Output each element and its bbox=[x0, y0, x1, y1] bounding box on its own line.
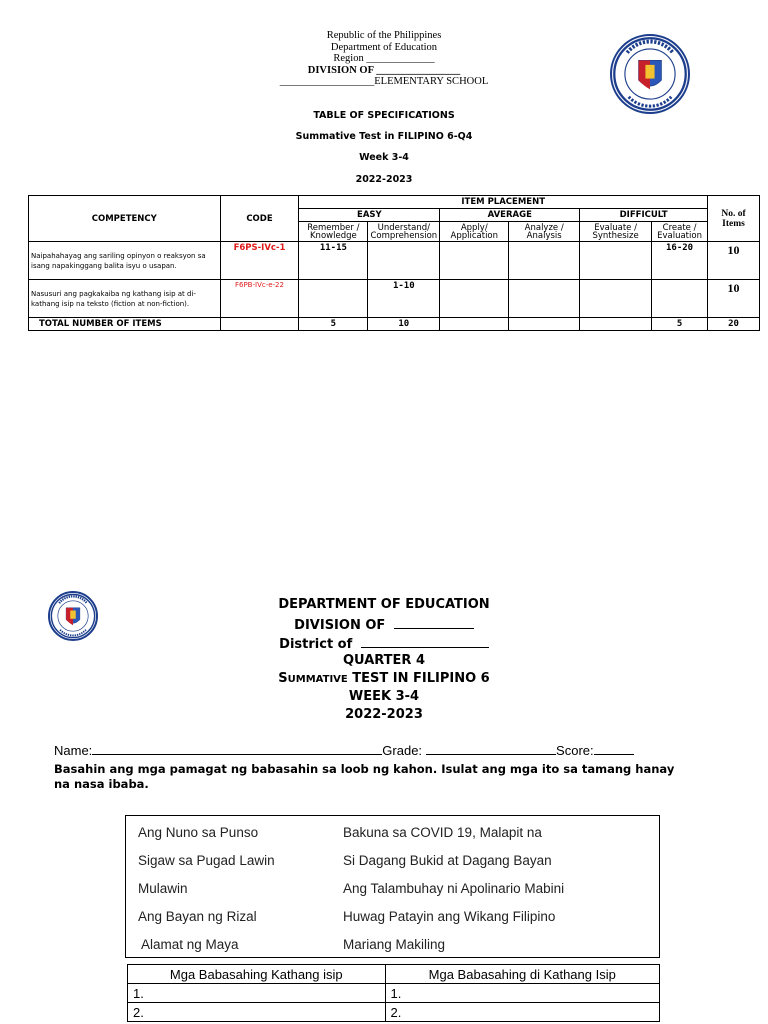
title-initial: S bbox=[278, 671, 288, 686]
test-header-title bbox=[0, 671, 768, 686]
cell-understand: 1-10 bbox=[368, 280, 440, 318]
name-label: Name: bbox=[54, 743, 93, 758]
student-info-row bbox=[54, 742, 694, 758]
title-item: Si Dagang Bukid at Dagang Bayan bbox=[343, 853, 552, 868]
grade-field[interactable] bbox=[426, 742, 556, 755]
total-row bbox=[29, 318, 760, 331]
col-understand: Understand/ Comprehension bbox=[368, 222, 440, 242]
header-division: DIVISION OF ________________ bbox=[307, 64, 461, 76]
title-item: Ang Bayan ng Rizal bbox=[138, 909, 257, 924]
titles-box bbox=[125, 815, 660, 958]
classification-table bbox=[127, 964, 660, 1022]
district-label: District of bbox=[279, 637, 353, 652]
name-field[interactable] bbox=[92, 742, 382, 755]
test-header-division bbox=[0, 615, 768, 633]
cell-remember: 11-15 bbox=[299, 242, 368, 280]
cell-evaluate bbox=[580, 280, 652, 318]
col-item-placement: ITEM PLACEMENT bbox=[299, 196, 708, 209]
title-item: Ang Nuno sa Punso bbox=[138, 825, 259, 840]
division-blank bbox=[394, 615, 474, 629]
col-average: AVERAGE bbox=[440, 209, 580, 222]
title-item: Mulawin bbox=[138, 881, 188, 896]
nonfiction-answer-cell[interactable]: 1. bbox=[385, 984, 659, 1003]
cell-apply bbox=[440, 242, 509, 280]
cell-evaluate bbox=[580, 242, 652, 280]
cell-create bbox=[652, 280, 708, 318]
col-apply: Apply/ Application bbox=[440, 222, 509, 242]
col-analyze: Analyze / Analysis bbox=[509, 222, 580, 242]
cell-analyze bbox=[509, 280, 580, 318]
cell-apply bbox=[440, 280, 509, 318]
title-smallcaps: UMMATIVE bbox=[287, 674, 348, 685]
division-label: DIVISION OF bbox=[294, 618, 386, 633]
table-of-specifications bbox=[28, 195, 760, 331]
score-label: Score: bbox=[556, 743, 594, 758]
tos-school-year: 2022-2023 bbox=[355, 174, 413, 185]
col-remember: Remember / Knowledge bbox=[299, 222, 368, 242]
cell-remember bbox=[299, 280, 368, 318]
competency-cell: Nasusuri ang pagkakaiba ng kathang isip at di-kathang isip na teksto (fiction at non-fiction). bbox=[29, 280, 221, 318]
test-header-district bbox=[0, 634, 768, 652]
fiction-answer-cell[interactable]: 2. bbox=[128, 1003, 386, 1022]
table-row bbox=[128, 1003, 660, 1022]
table-row bbox=[29, 242, 760, 280]
col-difficult: DIFFICULT bbox=[580, 209, 708, 222]
test-header-year: 2022-2023 bbox=[345, 707, 423, 722]
total-code bbox=[220, 318, 299, 331]
title-item: Mariang Makiling bbox=[343, 937, 446, 952]
col-nonfiction: Mga Babasahing di Kathang Isip bbox=[385, 965, 659, 984]
test-header-week: WEEK 3-4 bbox=[348, 689, 420, 704]
table-row bbox=[128, 984, 660, 1003]
header-republic: Republic of the Philippines bbox=[326, 30, 442, 41]
fiction-answer-cell[interactable]: 1. bbox=[128, 984, 386, 1003]
total-items: 20 bbox=[708, 318, 760, 331]
tos-subtitle: Summative Test in FILIPINO 6-Q4 bbox=[295, 131, 473, 142]
cell-items: 10 bbox=[708, 280, 760, 318]
grade-label: Grade: bbox=[382, 743, 423, 758]
table-row bbox=[29, 280, 760, 318]
col-no-of-items: No. of Items bbox=[708, 196, 760, 242]
total-remember: 5 bbox=[299, 318, 368, 331]
title-item: Ang Talambuhay ni Apolinario Mabini bbox=[343, 881, 565, 896]
nonfiction-answer-cell[interactable]: 2. bbox=[385, 1003, 659, 1022]
header-department: Department of Education bbox=[330, 41, 438, 53]
col-create: Create / Evaluation bbox=[652, 222, 708, 242]
total-apply bbox=[440, 318, 509, 331]
code-cell: F6PB-IVc-e-22 bbox=[220, 280, 299, 318]
tos-title: TABLE OF SPECIFICATIONS bbox=[313, 110, 455, 121]
cell-items: 10 bbox=[708, 242, 760, 280]
title-item: Huwag Patayin ang Wikang Filipino bbox=[343, 909, 556, 924]
score-field[interactable] bbox=[594, 742, 634, 755]
test-header-quarter: QUARTER 4 bbox=[342, 653, 426, 668]
header-region: Region _____________ bbox=[333, 53, 435, 64]
total-understand: 10 bbox=[368, 318, 440, 331]
col-competency: COMPETENCY bbox=[29, 196, 221, 242]
test-header-department: DEPARTMENT OF EDUCATION bbox=[278, 597, 490, 612]
title-item: Sigaw sa Pugad Lawin bbox=[138, 853, 275, 868]
cell-understand bbox=[368, 242, 440, 280]
total-evaluate bbox=[580, 318, 652, 331]
title-rest: TEST IN FILIPINO 6 bbox=[347, 671, 490, 686]
cell-create: 16-20 bbox=[652, 242, 708, 280]
col-evaluate: Evaluate / Synthesize bbox=[580, 222, 652, 242]
col-easy: EASY bbox=[299, 209, 440, 222]
title-item: Bakuna sa COVID 19, Malapit na bbox=[343, 825, 542, 840]
competency-cell: Naipahahayag ang sariling opinyon o reaksyon sa isang napakinggang balita isyu o usapan. bbox=[29, 242, 221, 280]
total-create: 5 bbox=[652, 318, 708, 331]
header-school: __________________ELEMENTARY SCHOOL bbox=[279, 76, 489, 87]
total-label: TOTAL NUMBER OF ITEMS bbox=[29, 318, 221, 331]
code-cell: F6PS-IVc-1 bbox=[220, 242, 299, 280]
district-blank bbox=[361, 634, 489, 648]
deped-seal-logo bbox=[610, 34, 690, 114]
col-fiction: Mga Babasahing Kathang isip bbox=[128, 965, 386, 984]
title-item: Alamat ng Maya bbox=[138, 937, 239, 952]
cell-analyze bbox=[509, 242, 580, 280]
total-analyze bbox=[509, 318, 580, 331]
instruction-text: Basahin ang mga pamagat ng babasahin sa loob ng kahon. Isulat ang mga ito sa tamang hanay na nasa ibaba. bbox=[54, 762, 675, 791]
col-code: CODE bbox=[220, 196, 299, 242]
tos-week: Week 3-4 bbox=[359, 152, 409, 163]
